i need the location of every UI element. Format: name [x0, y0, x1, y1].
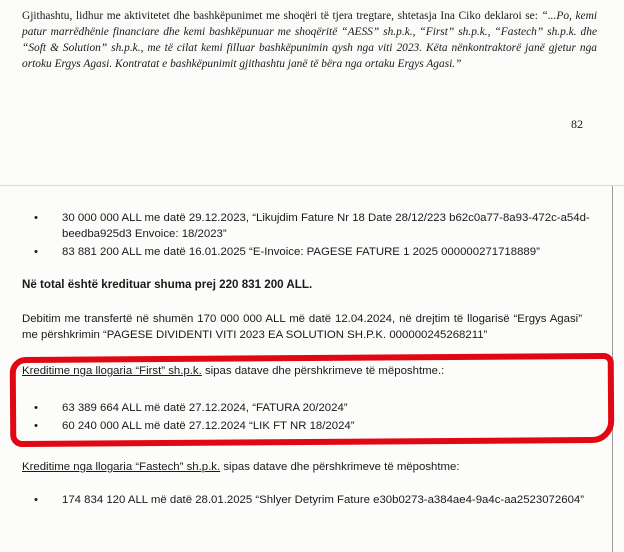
bullet-dot: • — [34, 402, 38, 414]
debit-paragraph: Debitim me transfertë në shumën 170 000 000 ALL më datë 12.04.2024, në drejtim të llogarisë “Ergys Agasi” me përshkrimin “PAGESE DIVIDENTI VITI 2023 EA SOLUTION SH.P.K. 000000245268211” — [22, 313, 582, 341]
statement-paragraph — [22, 8, 597, 72]
fastech-section-heading — [22, 459, 597, 475]
bullet-dot: • — [34, 246, 38, 258]
credit-entry-text: 30 000 000 ALL me datë 29.12.2023, “Likujdim Fature Nr 18 Date 28/12/223 b62c0a77-8a93-472c-a54d-beedba925d3 Envoice: 18/2023” — [62, 212, 590, 240]
bullet-dot: • — [34, 420, 38, 432]
total-credited-line: Në total është kredituar shuma prej 220 831 200 ALL. — [22, 278, 313, 291]
list-item — [34, 210, 598, 242]
list-item — [34, 244, 598, 260]
first-heading-rest: sipas datave dhe përshkrimeve të mëposhtme.: — [201, 365, 445, 377]
credit-entry-text: 83 881 200 ALL me datë 16.01.2025 “E-Invoice: PAGESE FATURE 1 2025 000000271718889” — [62, 246, 540, 258]
bullet-dot: • — [34, 494, 38, 506]
page-number: 82 — [571, 117, 583, 131]
statement-quote: “...Po, kemi patur marrëdhënie financiare dhe kemi bashkëpunuar me shoqëritë “AESS” sh.p.k., “First” sh.p.k., “Fastech” sh.p.k. dhe “Soft & Solution” sh.p.k., me të cilat kemi filluar bashkëpunimin qysh nga viti 2023. Këta nënkontraktorë janë gjetur nga ortoku Ergys Agasi. Kontratat e bashkëpunimit gjithashtu janë të bëra nga ortaku Ergys Agasi.” — [22, 10, 597, 70]
bullet-dot: • — [34, 212, 38, 224]
red-highlight-annotation — [10, 353, 615, 447]
first-credit-entry: 63 389 664 ALL më datë 27.12.2024, “FATURA 20/2024” — [62, 402, 348, 414]
statement-intro: Gjithashtu, lidhur me aktivitetet dhe bashkëpunimet me shoqëri të tjera tregtare, shtetasja Ina Ciko deklaroi se: — [22, 10, 542, 22]
fastech-heading-underlined: Kreditime nga llogaria “Fastech” sh.p.k. — [22, 461, 221, 473]
first-heading-underlined: Kreditime nga llogaria “First” sh.p.k. — [22, 365, 202, 377]
fastech-credit-entry: 174 834 120 ALL më datë 28.01.2025 “Shlyer Detyrim Fature e30b0273-a384ae4-9a4c-aa2523072604” — [62, 494, 585, 506]
fastech-heading-rest: sipas datave dhe përshkrimeve të mëposhtme: — [220, 461, 460, 473]
first-credit-entry: 60 240 000 ALL më datë 27.12.2024 “LIK FT NR 18/2024” — [62, 420, 355, 432]
list-item — [34, 492, 598, 508]
